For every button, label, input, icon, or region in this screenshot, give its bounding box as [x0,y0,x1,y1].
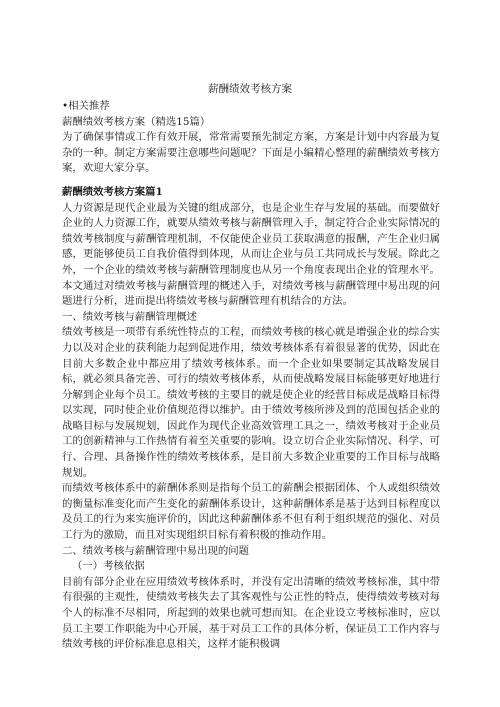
paragraph-1: 人力资源是现代企业最为关键的组成部分，也是企业生存与发展的基础。而要做好企业的人力资源工作，就要从绩效考核与薪酬管理入手，制定符合企业实际情况的绩效考核制度与薪酬管理机制，不仅能使企业员工获取满意的报酬，产生企业归属感，更能够使员工自我价值得到体现，从而让企业与员工共同成长与发展。除此之外，一个企业的绩效考核与薪酬管理制度也从另一个角度表现出企业的管理水平。本文通过对绩效考核与薪酬管理的概述入手，对绩效考核与薪酬管理中易出现的问题进行分析，进而提出将绩效考核与薪酬管理有机结合的方法。 [62,201,440,308]
related-heading[interactable]: •相关推荐 [62,100,110,112]
section-heading-1: 一、绩效考核与薪酬管理概述 [62,310,198,323]
intro-paragraph: 为了确保事情或工作有效开展，常常需要预先制定方案，方案是计划中内容最为复杂的一种。制定方案需要注意哪些问题呢？下面是小编精心整理的薪酬绩效考核方案，欢迎大家分享。 [62,131,440,175]
paragraph-3: 而绩效考核体系中的薪酬体系则是指每个员工的薪酬会根据团体、个人或组织绩效的衡量标准变化而产生变化的薪酬体系设计，这种薪酬体系是基于达到目标程度以及员工的行为来实施评价的，因此这种薪酬体系不但有利于组织规范的强化、对员工行为的激励，而且对实现组织目标有着积极的推动作用。 [62,482,440,542]
related-title-link[interactable]: 薪酬绩效考核方案（精选15篇） [62,115,211,128]
paragraph-2: 绩效考核是一项带有系统性特点的工程，而绩效考核的核心就是增强企业的综合实力以及对企业的获利能力起到促进作用，绩效考核体系有着很显著的优势，因此在目前大多数企业中都应用了绩效考核体系。而一个企业如果要制定其战略发展目标，就必须具备完善、可行的绩效考核体系，从而使战略发展目标能够更好地进行分解到企业每个员工。绩效考核的主要目的就是使企业的经营目标成是战略目标得以实现，同时使企业价值规范得以维护。由于绩效考核所涉及到的范围包括企业的战略目标与发展规划，因此作为现代企业高效管理工具之一，绩效考核对于企业员工的创新精神与工作热情有着至关重要的影响。设立切合企业实际情况、科学、可行、合理、具备操作性的绩效考核体系，是目前大多数企业重要的工作目标与战略规划。 [62,326,440,479]
document-title: 薪酬绩效考核方案 [208,83,292,95]
spacer [62,177,440,185]
document-body [62,99,440,653]
article-heading: 薪酬绩效考核方案篇1 [62,185,163,198]
section-heading-2: 二、绩效考核与薪酬管理中易出现的问题 [62,544,250,557]
subsection-heading-1: （一）考核依据 [72,560,145,573]
paragraph-4: 目前有部分企业在应用绩效考核体系时，并没有定出清晰的绩效考核标准，其中带有很强的主观性，使绩效考核失去了其客观性与公正性的特点，使得绩效考核对每个人的标准不尽相同，所起到的效果也就可想而知。在企业设立考核标准时，应以员工主要工作职能为中心开展，基于对员工工作的具体分析，保证员工工作内容与绩效考核的评价标准息息相关，这样才能积极调 [62,575,440,651]
